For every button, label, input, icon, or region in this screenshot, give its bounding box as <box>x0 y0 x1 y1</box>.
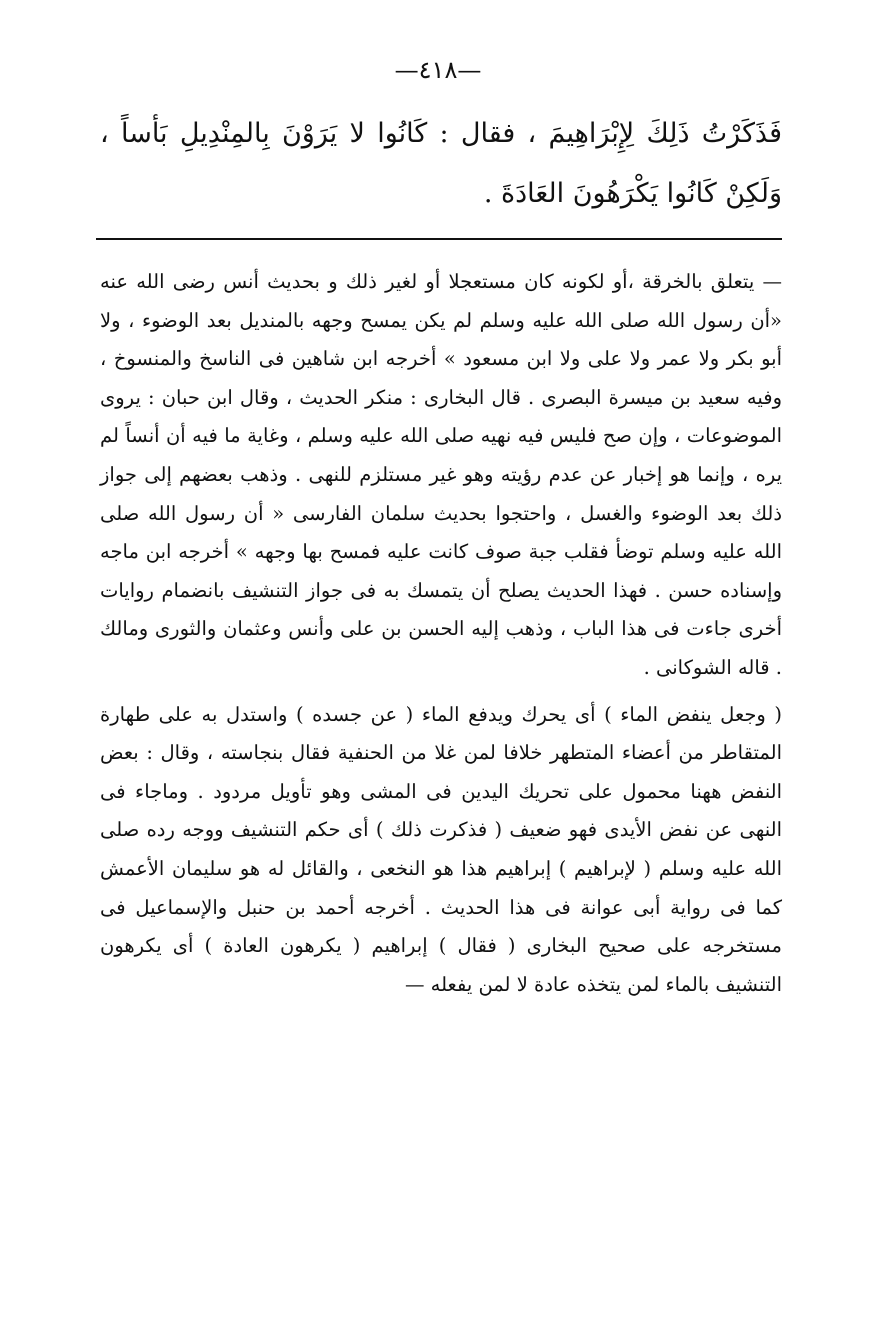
hadith-text: فَذَكَرْتُ ذَلِكَ لِإِبْرَاهِيمَ ، فقال : كَانُوا لا يَرَوْنَ بِالمِنْدِيلِ بَأساً ، وَلَكِنْ كَانُوا يَكْرَهُونَ العَادَةَ . <box>100 118 782 209</box>
separator-rule <box>96 238 782 240</box>
commentary-paragraph: ( وجعل ينفض الماء ) أى يحرك ويدفع الماء ( عن جسده ) واستدل به على طهارة المتقاطر من أعضاء المتطهر خلافا لمن غلا من الحنفية فقال بنجاسته ، وقال : بعض النفض ههنا محمول على تحريك اليدين فى المشى وهو تأويل مردود . وماجاء فى النهى عن نفض الأيدى فهو ضعيف ( فذكرت ذلك ) أى حكم التنشيف ووجه رده صلى الله عليه وسلم ( لإبراهيم ) إبراهيم هذا هو النخعى ، والقائل له هو سليمان الأعمش كما فى رواية أبى عوانة فى هذا الحديث . أخرجه أحمد بن حنبل والإسماعيل فى مستخرجه على صحيح البخارى ( فقال ) إبراهيم ( يكرهون العادة ) أى يكرهون التنشيف بالماء لمن يتخذه عادة لا لمن يفعله — <box>100 702 782 996</box>
commentary <box>100 263 782 1004</box>
page-number: —٤١٨— <box>394 56 482 84</box>
commentary-paragraph: — يتعلق بالخرقة ،أو لكونه كان مستعجلا أو لغير ذلك و بحديث أنس رضى الله عنه «أن رسول الله صلى الله عليه وسلم لم يكن يمسح وجهه بالمنديل بعد الوضوء ، ولا أبو بكر ولا عمر ولا على ولا ابن مسعود » أخرجه ابن شاهين فى الناسخ والمنسوخ ، وفيه سعيد بن ميسرة البصرى . قال البخارى : منكر الحديث ، وقال ابن حبان : يروى الموضوعات ، وإن صح فليس فيه نهيه صلى الله عليه وسلم ، وغاية ما فيه أن أنساً لم يره ، وإنما هو إخبار عن عدم رؤيته وهو غير مستلزم للنهى . وذهب بعضهم إلى جواز ذلك بعد الوضوء والغسل ، واحتجوا بحديث سلمان الفارسى « أن رسول الله صلى الله عليه وسلم توضأ فقلب جبة صوف كانت عليه فمسح بها وجهه » أخرجه ابن ماجه وإسناده حسن . فهذا الحديث يصلح أن يتمسك به فى جواز التنشيف بانضمام روايات أخرى جاءت فى هذا الباب ، وذهب إليه الحسن بن على وأنس وعثمان والثورى ومالك . قاله الشوكانى . <box>100 270 782 679</box>
